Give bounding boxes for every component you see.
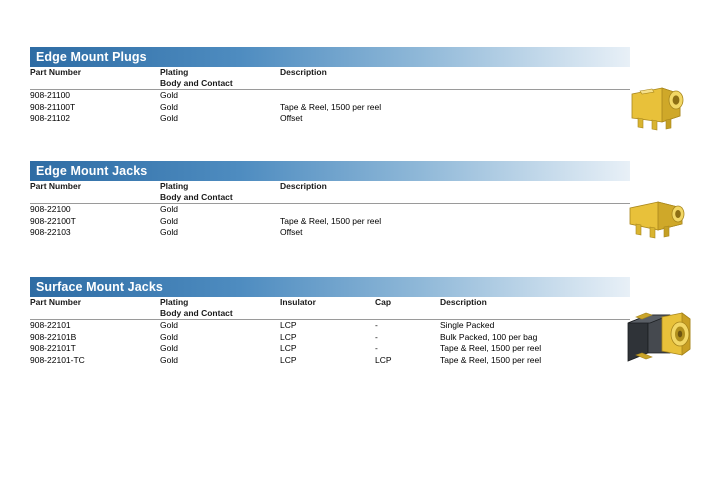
column-header-line1: Insulator [280,297,316,307]
column-header-line1: Cap [375,297,392,307]
table-row [30,355,630,367]
cell-insulator: LCP [280,343,297,353]
cell-description: Tape & Reel, 1500 per reel [280,101,382,112]
cell-plating: Gold [160,101,178,112]
cell-description: Tape & Reel, 1500 per reel [440,343,542,353]
table-edge-mount-jacks [30,181,630,239]
edge-mount-jack-connector-image [618,190,702,246]
cell-description [280,90,630,102]
cell-description [280,204,630,216]
edge-mount-plug-connector-image [618,78,702,134]
column-header-line1: Part Number [30,297,82,307]
table-row [30,227,630,239]
cell-cap: - [375,331,378,342]
table-row [30,102,630,114]
section-title: Surface Mount Jacks [36,280,163,294]
cell-part-number: 908-21100 [30,90,71,100]
column-header-part-number [30,67,160,89]
cell-plating: Gold [160,113,178,123]
cell-plating: Gold [160,227,178,237]
section-surface-mount-jacks [30,277,630,366]
cell-description: Tape & Reel, 1500 per reel [280,215,382,226]
table-row [30,320,630,332]
cell-plating: Gold [160,354,178,365]
section-edge-mount-plugs [30,47,630,125]
cell-description: Offset [280,113,303,123]
column-header-line1: Plating [160,181,189,191]
cell-plating: Gold [160,331,178,342]
cell-part-number: 908-22101-TC [30,354,85,365]
section-header-edge-mount-plugs [30,47,630,67]
cell-description: Single Packed [440,320,495,330]
cell-part-number: 908-22101B [30,331,77,342]
table-row [30,90,630,102]
table-surface-mount-jacks [30,297,630,366]
section-header-edge-mount-jacks [30,161,630,181]
column-header-part-number [30,181,160,203]
cell-cap: LCP [375,354,392,365]
column-header-cap [375,297,440,319]
cell-part-number: 908-22101T [30,343,76,353]
cell-part-number: 908-21100T [30,101,76,112]
column-header-line1: Description [280,67,327,77]
column-header-description [280,67,630,89]
cell-plating: Gold [160,90,178,100]
column-header-line1: Plating [160,67,189,77]
cell-insulator: LCP [280,320,297,330]
cell-description: Tape & Reel, 1500 per reel [440,354,542,365]
table-row [30,216,630,228]
column-header-plating [160,67,280,89]
section-edge-mount-jacks [30,161,630,239]
cell-insulator: LCP [280,354,297,365]
table-row [30,204,630,216]
table-row [30,343,630,355]
table-header-row [30,297,630,319]
column-header-line1: Part Number [30,67,82,77]
cell-part-number: 908-22103 [30,227,71,237]
cell-part-number: 908-22101 [30,320,71,330]
cell-cap: - [375,320,378,330]
cell-part-number: 908-22100 [30,204,71,214]
cell-part-number: 908-22100T [30,215,76,226]
table-header-row [30,67,630,89]
cell-plating: Gold [160,204,178,214]
cell-insulator: LCP [280,331,297,342]
table-row [30,332,630,344]
cell-description: Bulk Packed, 100 per bag [440,331,538,342]
column-header-part-number [30,297,160,319]
column-header-line1: Description [440,297,487,307]
section-header-surface-mount-jacks [30,277,630,297]
column-header-line2: Body and Contact [160,307,233,318]
cell-description: Offset [280,227,303,237]
column-header-line2: Body and Contact [160,77,233,88]
table-header-row [30,181,630,203]
column-header-line1: Part Number [30,181,82,191]
surface-mount-jack-connector-image [618,303,698,371]
cell-plating: Gold [160,320,178,330]
table-row [30,113,630,125]
cell-cap: - [375,343,378,353]
column-header-description [440,297,630,319]
section-title: Edge Mount Plugs [36,50,147,64]
cell-part-number: 908-21102 [30,113,71,123]
column-header-plating [160,297,280,319]
section-title: Edge Mount Jacks [36,164,148,178]
column-header-description [280,181,630,203]
column-header-line1: Description [280,181,327,191]
column-header-insulator [280,297,375,319]
table-edge-mount-plugs [30,67,630,125]
column-header-line2: Body and Contact [160,191,233,202]
cell-plating: Gold [160,215,178,226]
column-header-line1: Plating [160,297,189,307]
cell-plating: Gold [160,343,178,353]
column-header-plating [160,181,280,203]
